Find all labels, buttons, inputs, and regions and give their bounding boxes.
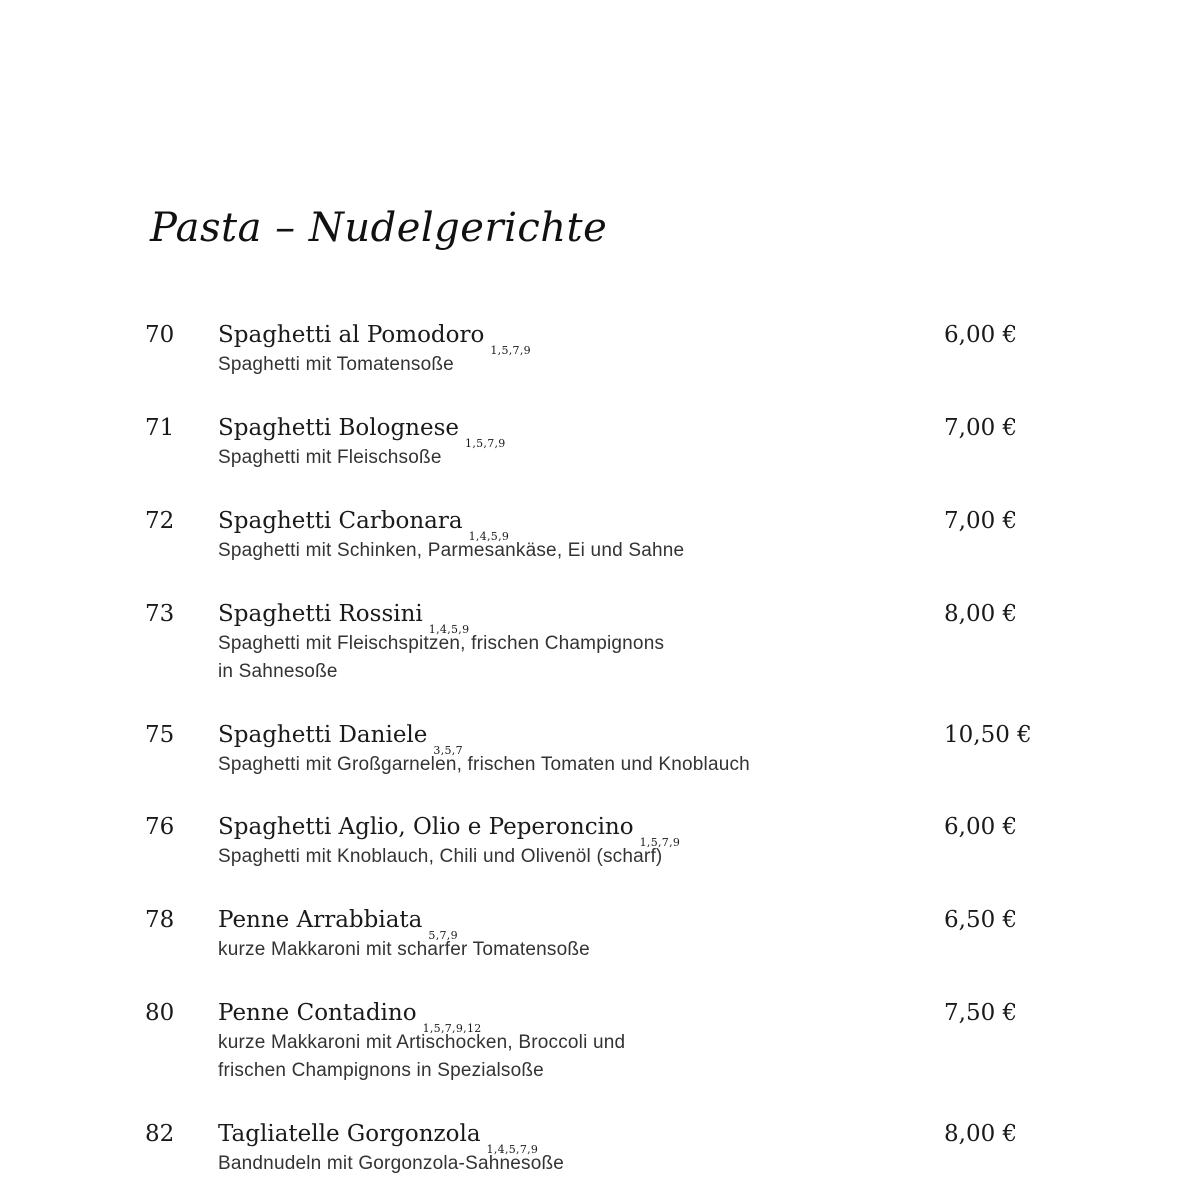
item-number: 80 [145,1000,175,1026]
item-description: Bandnudeln mit Gorgonzola-Sahnesoße [218,1153,565,1174]
item-allergens: 1,4,5,9 [468,530,510,543]
item-allergens: 1,4,5,7,9 [486,1143,539,1156]
item-allergens: 1,5,7,9,12 [422,1022,482,1035]
item-price: 7,50 € [944,1000,1018,1026]
item-name: Tagliatelle Gorgonzola [218,1121,481,1147]
item-description: kurze Makkaroni mit scharfer Tomatensoße [218,939,590,960]
item-name: Penne Arrabbiata [218,907,423,933]
item-allergens: 3,5,7 [433,744,463,757]
item-description: Spaghetti mit Schinken, Parmesankäse, Ei und Sahne [218,540,685,561]
item-price: 7,00 € [944,415,1018,441]
item-description: Spaghetti mit Tomatensoße [218,354,454,375]
item-description: Spaghetti mit Fleischspitzen, frischen Champignons in Sahnesoße [218,633,665,682]
item-name: Spaghetti Rossini [218,601,423,627]
item-name: Spaghetti Carbonara [218,508,463,534]
item-name: Spaghetti Bolognese [218,415,460,441]
item-allergens: 1,5,7,9 [639,836,681,849]
item-description: Spaghetti mit Knoblauch, Chili und Olivenöl (scharf) [218,846,663,867]
item-allergens: 1,5,7,9 [465,437,506,450]
item-allergens: 1,5,7,9 [490,344,531,357]
item-name: Spaghetti Daniele [218,722,428,748]
item-description: kurze Makkaroni mit Artischocken, Broccoli und frischen Champignons in Spezialsoße [218,1032,626,1081]
item-number: 72 [145,508,175,534]
item-number: 82 [145,1121,175,1147]
item-price: 6,50 € [944,907,1018,933]
item-number: 78 [145,907,175,933]
page-title: Pasta – Nudelgerichte [150,205,608,251]
item-name: Spaghetti Aglio, Olio e Peperoncino [218,814,634,840]
item-price: 8,00 € [944,1121,1018,1147]
item-price: 6,00 € [944,814,1018,840]
item-description: Spaghetti mit Großgarnelen, frischen Tomaten und Knoblauch [218,754,750,775]
item-number: 70 [145,322,175,348]
item-allergens: 1,4,5,9 [428,623,470,636]
item-number: 73 [145,601,175,627]
item-name: Spaghetti al Pomodoro [218,322,485,348]
item-name: Penne Contadino [218,1000,417,1026]
item-description: Spaghetti mit Fleischsoße [218,447,442,468]
item-number: 75 [145,722,175,748]
item-price: 7,00 € [944,508,1018,534]
item-allergens: 5,7,9 [428,929,458,942]
item-price: 6,00 € [944,322,1018,348]
item-number: 76 [145,814,175,840]
item-number: 71 [145,415,175,441]
item-price: 10,50 € [944,722,1032,748]
item-price: 8,00 € [944,601,1018,627]
